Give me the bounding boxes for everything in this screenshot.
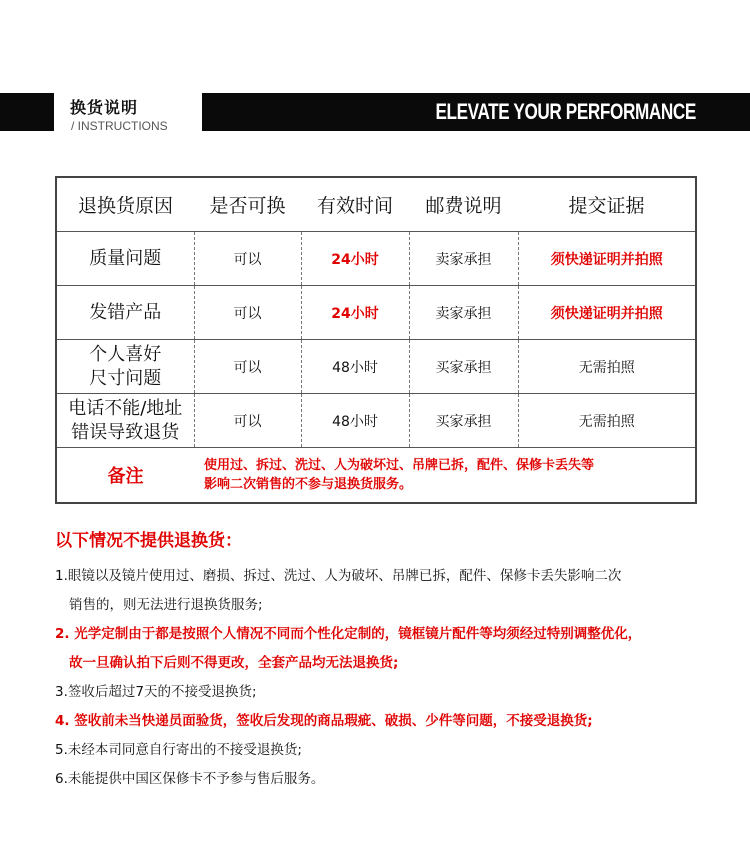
exchange-cell: 可以 bbox=[194, 286, 301, 340]
reason-line: 尺寸问题 bbox=[89, 367, 162, 389]
list-item: 4. 签收前未当快递员面验货，签收后发现的商品瑕疵、破损、少件等问题，不接受退换货; bbox=[55, 713, 593, 729]
header-bar-right bbox=[202, 93, 750, 131]
list-item: 1.眼镜以及镜片使用过、磨损、拆过、洗过、人为破坏、吊牌已拆，配件、保修卡丢失影响二次 销售的，则无法进行退换货服务; bbox=[55, 568, 622, 613]
exchange-cell: 可以 bbox=[194, 232, 301, 286]
time-cell: 24小时 bbox=[301, 232, 409, 286]
header-cell: 退换货原因 bbox=[56, 177, 194, 232]
list-item: 5.未经本司同意自行寄出的不接受退换货; bbox=[55, 742, 302, 758]
table-row bbox=[56, 232, 696, 286]
exchange-cell: 可以 bbox=[194, 340, 301, 394]
no-return-list bbox=[55, 562, 735, 794]
exchange-cell: 可以 bbox=[194, 394, 301, 448]
no-return-title: 以下情况不提供退换货： bbox=[55, 531, 242, 551]
time-cell: 24小时 bbox=[301, 286, 409, 340]
table-row bbox=[56, 394, 696, 448]
table-row bbox=[56, 340, 696, 394]
header-cell: 是否可换 bbox=[194, 177, 301, 232]
note-label: 备注 bbox=[107, 466, 144, 487]
postage-cell: 卖家承担 bbox=[409, 286, 518, 340]
reason-cell bbox=[56, 340, 194, 394]
evidence-cell: 无需拍照 bbox=[518, 394, 696, 448]
list-item: 3.签收后超过7天的不接受退换货; bbox=[55, 684, 257, 700]
time-cell: 48小时 bbox=[301, 394, 409, 448]
note-text bbox=[194, 448, 696, 504]
reason-line: 错误导致退货 bbox=[71, 421, 180, 443]
table-note-row bbox=[56, 448, 696, 504]
reason-cell bbox=[56, 394, 194, 448]
evidence-cell: 须快递证明并拍照 bbox=[518, 286, 696, 340]
evidence-cell: 无需拍照 bbox=[518, 340, 696, 394]
header-cell: 有效时间 bbox=[301, 177, 409, 232]
section-subtitle: / INSTRUCTIONS bbox=[71, 119, 168, 133]
list-item: 2. 光学定制由于都是按照个人情况不同而个性化定制的，镜框镜片配件等均须经过特别调整优化， 故一旦确认拍下后则不得更改，全套产品均无法退换货; bbox=[55, 626, 642, 671]
table-row bbox=[56, 286, 696, 340]
reason-cell: 发错产品 bbox=[56, 286, 194, 340]
header-cell: 提交证据 bbox=[518, 177, 696, 232]
reason-line: 个人喜好 bbox=[89, 343, 162, 365]
exchange-policy-table bbox=[55, 176, 697, 504]
header-cell: 邮费说明 bbox=[409, 177, 518, 232]
postage-cell: 买家承担 bbox=[409, 340, 518, 394]
note-line: 影响二次销售的不参与退换货服务。 bbox=[204, 477, 413, 492]
reason-cell: 质量问题 bbox=[56, 232, 194, 286]
section-title: 换货说明 bbox=[70, 98, 139, 117]
reason-line: 电话不能/地址 bbox=[68, 397, 183, 419]
postage-cell: 买家承担 bbox=[409, 394, 518, 448]
list-item: 6.未能提供中国区保修卡不予参与售后服务。 bbox=[55, 771, 325, 787]
postage-cell: 卖家承担 bbox=[409, 232, 518, 286]
table-header-row bbox=[56, 177, 696, 232]
header-bar-left bbox=[0, 93, 54, 131]
time-cell: 48小时 bbox=[301, 340, 409, 394]
note-line: 使用过、拆过、洗过、人为破坏过、吊牌已拆，配件、保修卡丢失等 bbox=[204, 458, 595, 473]
evidence-cell: 须快递证明并拍照 bbox=[518, 232, 696, 286]
brand-slogan: ELEVATE YOUR PERFORMANCE bbox=[435, 99, 696, 124]
